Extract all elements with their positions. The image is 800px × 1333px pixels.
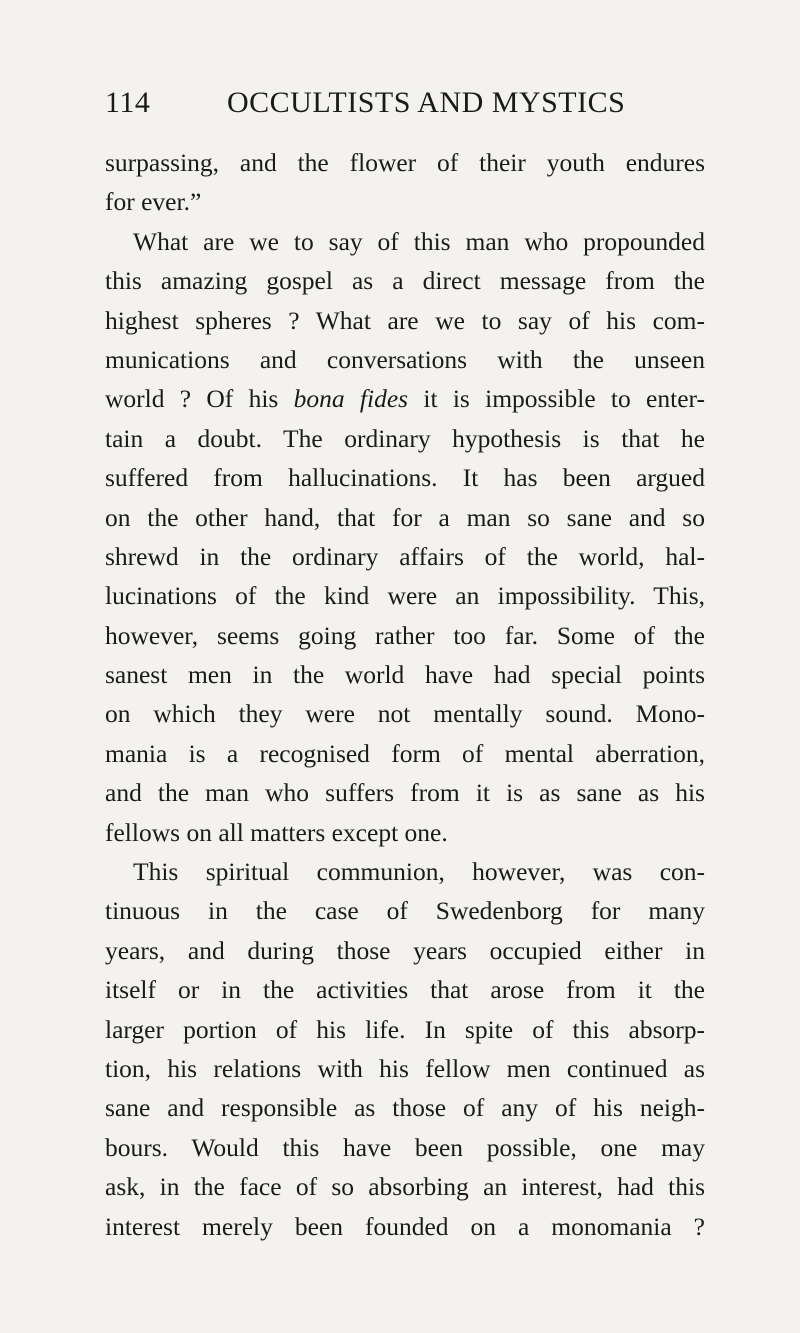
text-line: suffered from hallucinations. It has been argued (105, 463, 705, 493)
text-fragment: world ? Of his (105, 384, 294, 414)
text-line: itself or in the activities that arose from it the (105, 975, 705, 1005)
text-fragment: it is impossible to enter- (408, 384, 705, 414)
text-line: munications and conversations with the unseen (105, 344, 705, 374)
text-line: ask, in the face of so absorbing an interest, had this (105, 1172, 705, 1202)
text-line: surpassing, and the flower of their youth endures (105, 148, 705, 177)
text-line: bours. Would this have been possible, one may (105, 1132, 705, 1162)
text-line: however, seems going rather too far. Some of the (105, 620, 705, 650)
text-line: shrewd in the ordinary affairs of the world, hal- (105, 541, 705, 571)
text-line (105, 379, 705, 418)
text-line: tion, his relations with his fellow men continued as (105, 1053, 705, 1083)
text-line: larger portion of his life. In spite of this absorp- (105, 1014, 705, 1044)
text-line: tain a doubt. The ordinary hypothesis is that he (105, 423, 705, 453)
text-line: sanest men in the world have had special points (105, 660, 705, 690)
text-line: highest spheres ? What are we to say of his com- (105, 305, 705, 335)
text-line: on the other hand, that for a man so sane and so (105, 502, 705, 532)
page-number: 114 (105, 86, 151, 119)
text-line: on which they were not mentally sound. Mono- (105, 699, 705, 729)
text-line: fellows on all matters except one. (105, 817, 448, 847)
paragraph-start-line: This spiritual communion, however, was con- (133, 857, 705, 887)
paragraph-start-line: What are we to say of this man who propounded (133, 226, 705, 256)
text-line: for ever.” (105, 187, 202, 217)
page-header (105, 86, 702, 126)
body-text (105, 143, 705, 1246)
text-line: lucinations of the kind were an impossibility. This, (105, 581, 705, 611)
text-line: this amazing gospel as a direct message from the (105, 266, 705, 296)
text-line: and the man who suffers from it is as sane as his (105, 778, 705, 808)
text-line: mania is a recognised form of mental aberration, (105, 738, 705, 768)
text-line: tinuous in the case of Swedenborg for many (105, 896, 705, 926)
italic-phrase: bona fides (293, 384, 409, 414)
text-line: sane and responsible as those of any of his neigh- (105, 1093, 705, 1123)
text-line: interest merely been founded on a monomania ? (105, 1211, 705, 1241)
text-line: years, and during those years occupied either in (105, 935, 705, 965)
running-head: OCCULTISTS AND MYSTICS (227, 86, 626, 119)
